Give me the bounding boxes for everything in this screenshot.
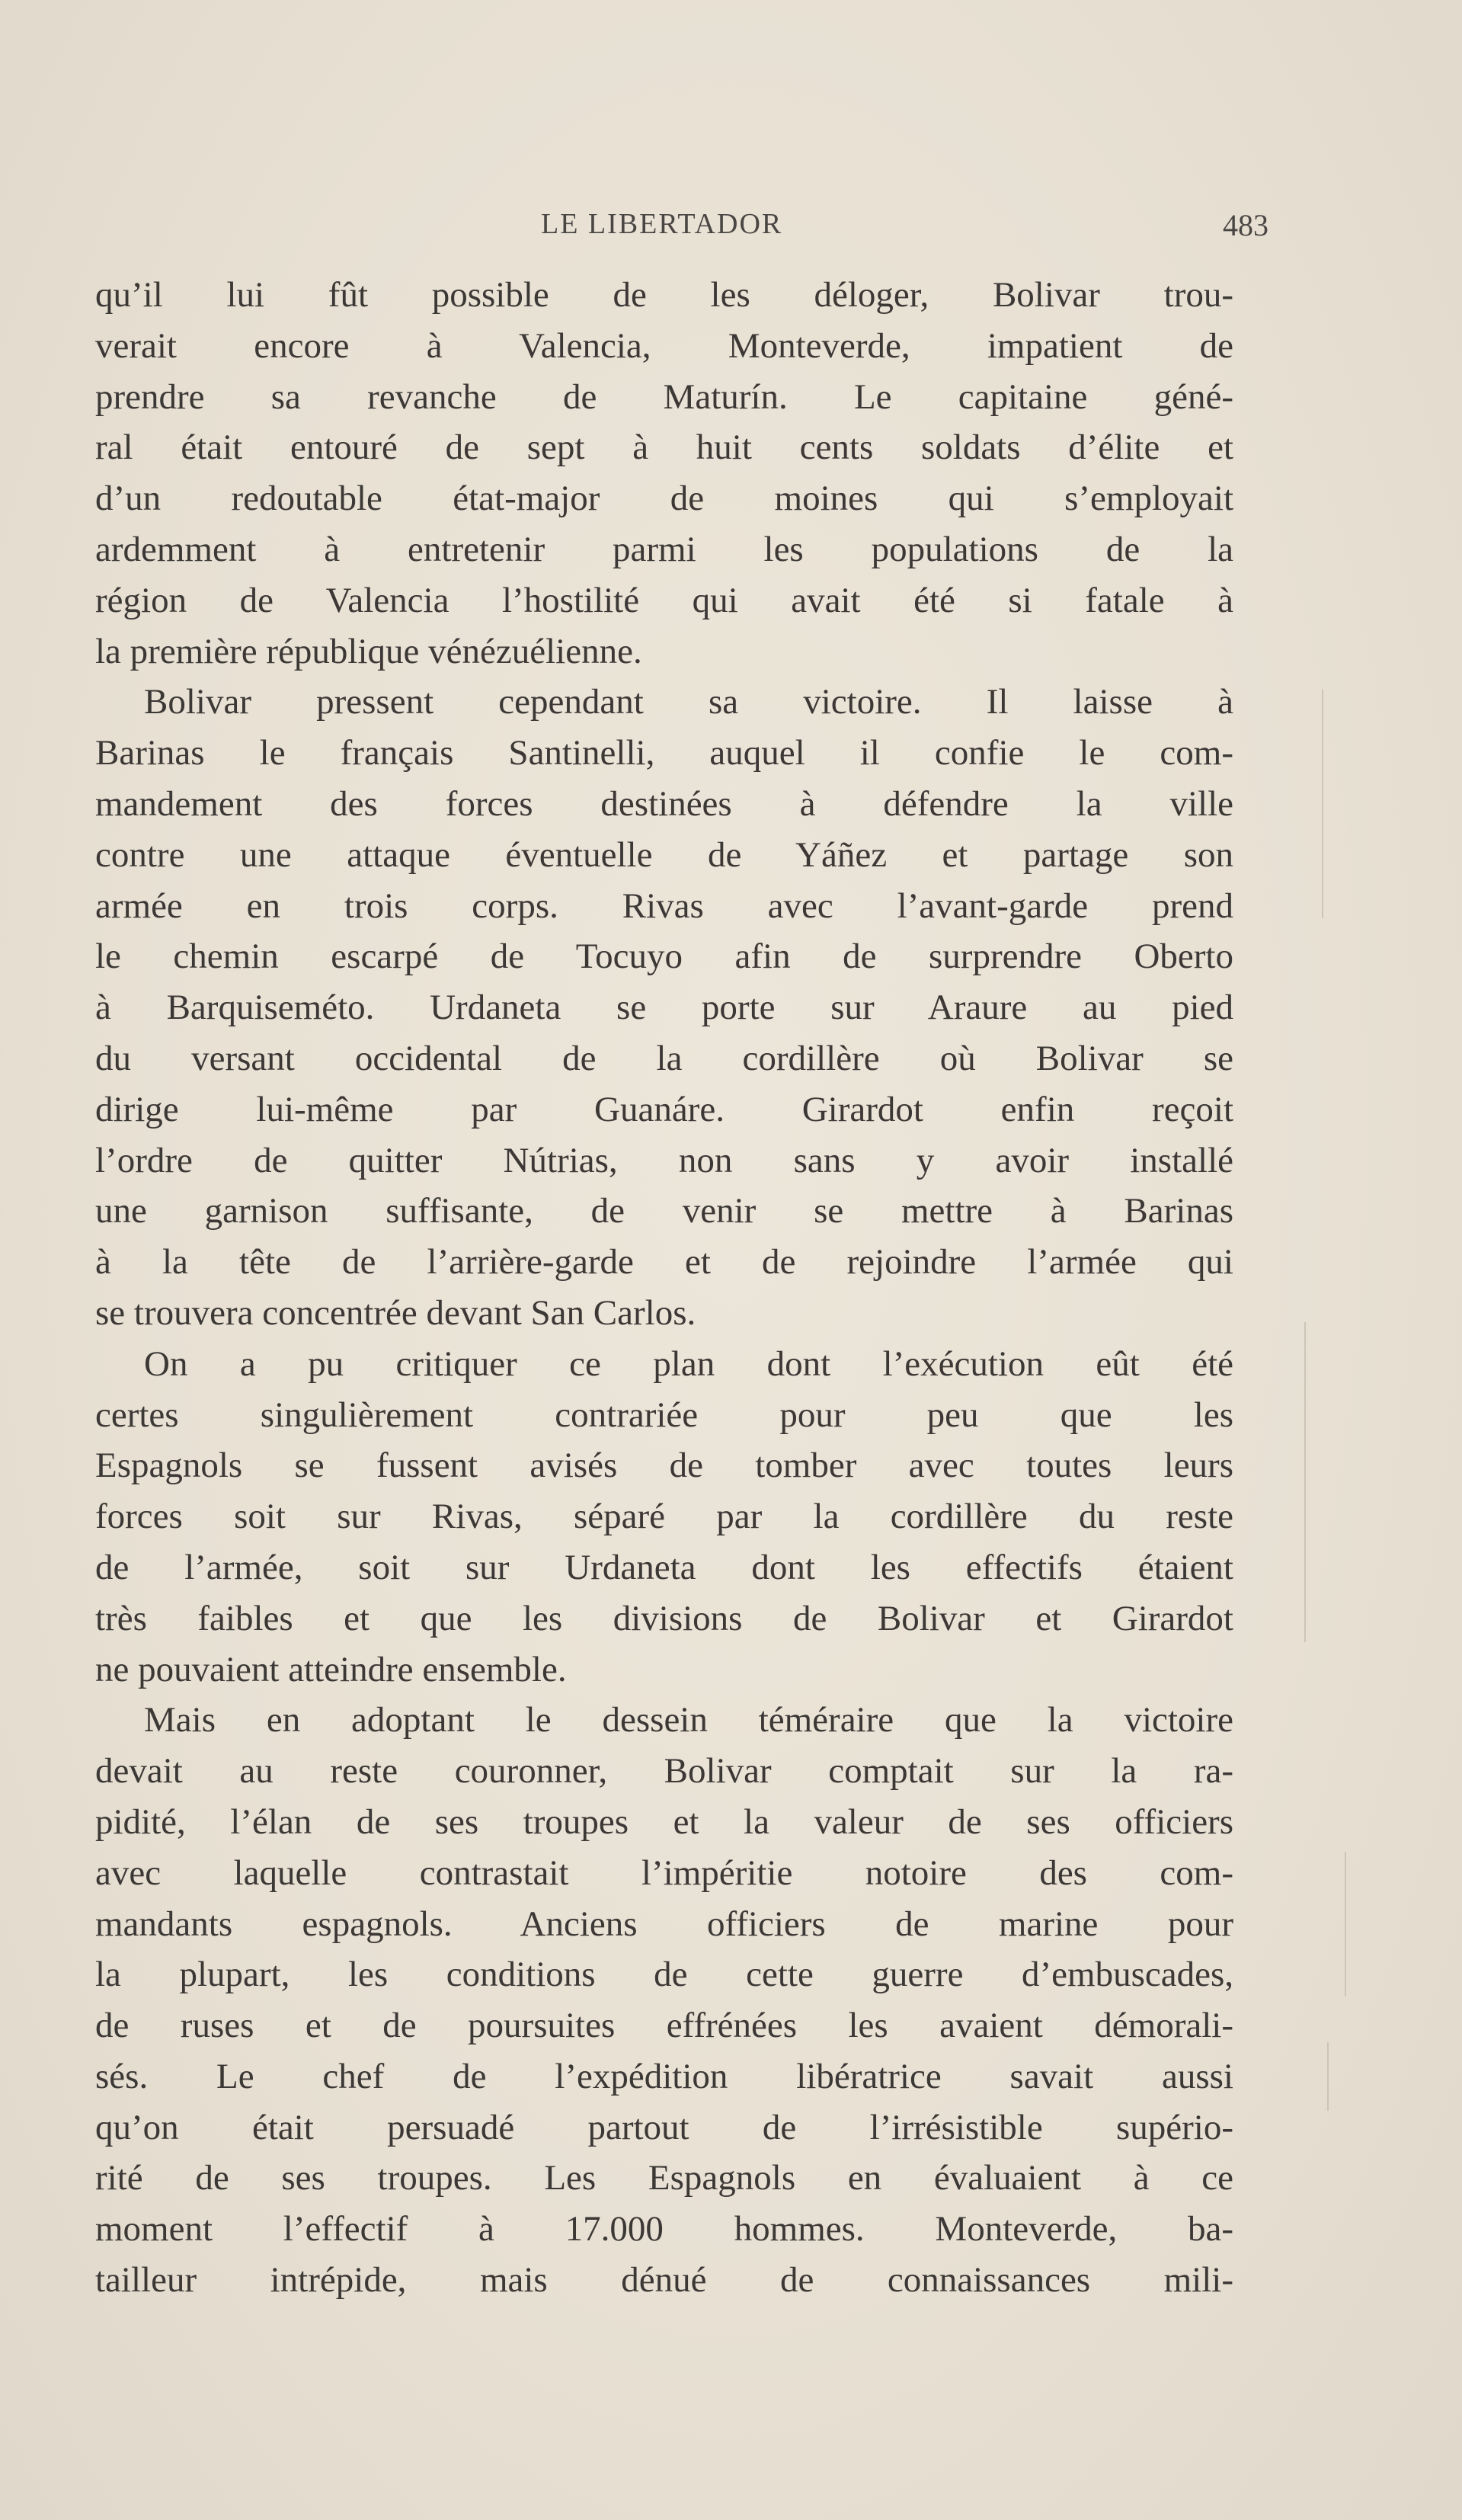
show-through-mark xyxy=(1327,2042,1329,2111)
text-line: certes singulièrement contrariée pour peu que les xyxy=(95,1394,1233,1435)
text-line: moment l’effectif à 17.000 hommes. Monteverde, ba- xyxy=(95,2209,1233,2249)
text-line: Barinas le français Santinelli, auquel il confie le com- xyxy=(95,733,1233,773)
text-line: avec laquelle contrastait l’impéritie notoire des com- xyxy=(95,1852,1233,1893)
text-line: armée en trois corps. Rivas avec l’avant-garde prend xyxy=(95,885,1233,926)
text-line: d’un redoutable état-major de moines qui s’employait xyxy=(95,479,1233,519)
text-line: pidité, l’élan de ses troupes et la valeur de ses officiers xyxy=(95,1801,1233,1842)
running-head: LE LIBERTADOR xyxy=(541,208,783,240)
text-line: la plupart, les conditions de cette guerre d’embuscades, xyxy=(95,1955,1233,1995)
text-line: ardemment à entretenir parmi les populations de la xyxy=(95,529,1233,569)
text-line: mandement des forces destinées à défendre la ville xyxy=(95,783,1233,824)
text-line: très faibles et que les divisions de Bolivar et Girardot xyxy=(95,1598,1233,1638)
text-line: qu’il lui fût possible de les déloger, Bolivar trou- xyxy=(95,275,1233,315)
text-line: devait au reste couronner, Bolivar comptait sur la ra- xyxy=(95,1751,1233,1792)
text-line: Espagnols se fussent avisés de tomber avec toutes leurs xyxy=(95,1446,1233,1486)
text-line: ral était entouré de sept à huit cents soldats d’élite et xyxy=(95,427,1233,468)
body-text xyxy=(95,270,1233,2306)
text-line: de l’armée, soit sur Urdaneta dont les effectifs étaient xyxy=(95,1547,1233,1587)
text-line: la première république vénézuélienne. xyxy=(95,631,642,671)
text-line: Bolivar pressent cependant sa victoire. Il laisse à xyxy=(144,682,1233,722)
text-line: On a pu critiquer ce plan dont l’exécution eût été xyxy=(144,1343,1233,1384)
text-line: verait encore à Valencia, Monteverde, impatient de xyxy=(95,325,1233,366)
text-line: à Barquiseméto. Urdaneta se porte sur Araure au pied xyxy=(95,988,1233,1028)
text-line: forces soit sur Rivas, séparé par la cordillère du reste xyxy=(95,1497,1233,1537)
text-line: qu’on était persuadé partout de l’irrésistible supério- xyxy=(95,2107,1233,2147)
text-line: région de Valencia l’hostilité qui avait été si fatale à xyxy=(95,580,1233,620)
page-number: 483 xyxy=(1223,208,1268,242)
text-line: le chemin escarpé de Tocuyo afin de surprendre Oberto xyxy=(95,937,1233,977)
text-line: contre une attaque éventuelle de Yáñez et partage son xyxy=(95,834,1233,875)
text-line: l’ordre de quitter Nútrias, non sans y avoir installé xyxy=(95,1140,1233,1180)
text-line: se trouvera concentrée devant San Carlos. xyxy=(95,1292,696,1333)
text-line: prendre sa revanche de Maturín. Le capitaine géné- xyxy=(95,376,1233,417)
show-through-mark xyxy=(1345,1852,1346,1996)
page-header xyxy=(95,207,1268,253)
text-line: sés. Le chef de l’expédition libératrice savait aussi xyxy=(95,2056,1233,2096)
show-through-mark xyxy=(1322,690,1323,918)
text-line: rité de ses troupes. Les Espagnols en évaluaient à ce xyxy=(95,2158,1233,2198)
text-line: dirige lui-même par Guanáre. Girardot enfin reçoit xyxy=(95,1089,1233,1129)
text-line: tailleur intrépide, mais dénué de connaissances mili- xyxy=(95,2260,1233,2301)
text-line: ne pouvaient atteindre ensemble. xyxy=(95,1649,567,1689)
text-line: à la tête de l’arrière-garde et de rejoindre l’armée qui xyxy=(95,1242,1233,1282)
text-line: mandants espagnols. Anciens officiers de marine pour xyxy=(95,1904,1233,1944)
text-line: une garnison suffisante, de venir se mettre à Barinas xyxy=(95,1191,1233,1231)
show-through-mark xyxy=(1304,1322,1306,1642)
text-line: du versant occidental de la cordillère où Bolivar se xyxy=(95,1038,1233,1078)
text-line: de ruses et de poursuites effrénées les avaient démorali- xyxy=(95,2006,1233,2046)
text-line: Mais en adoptant le dessein téméraire que la victoire xyxy=(144,1700,1233,1740)
